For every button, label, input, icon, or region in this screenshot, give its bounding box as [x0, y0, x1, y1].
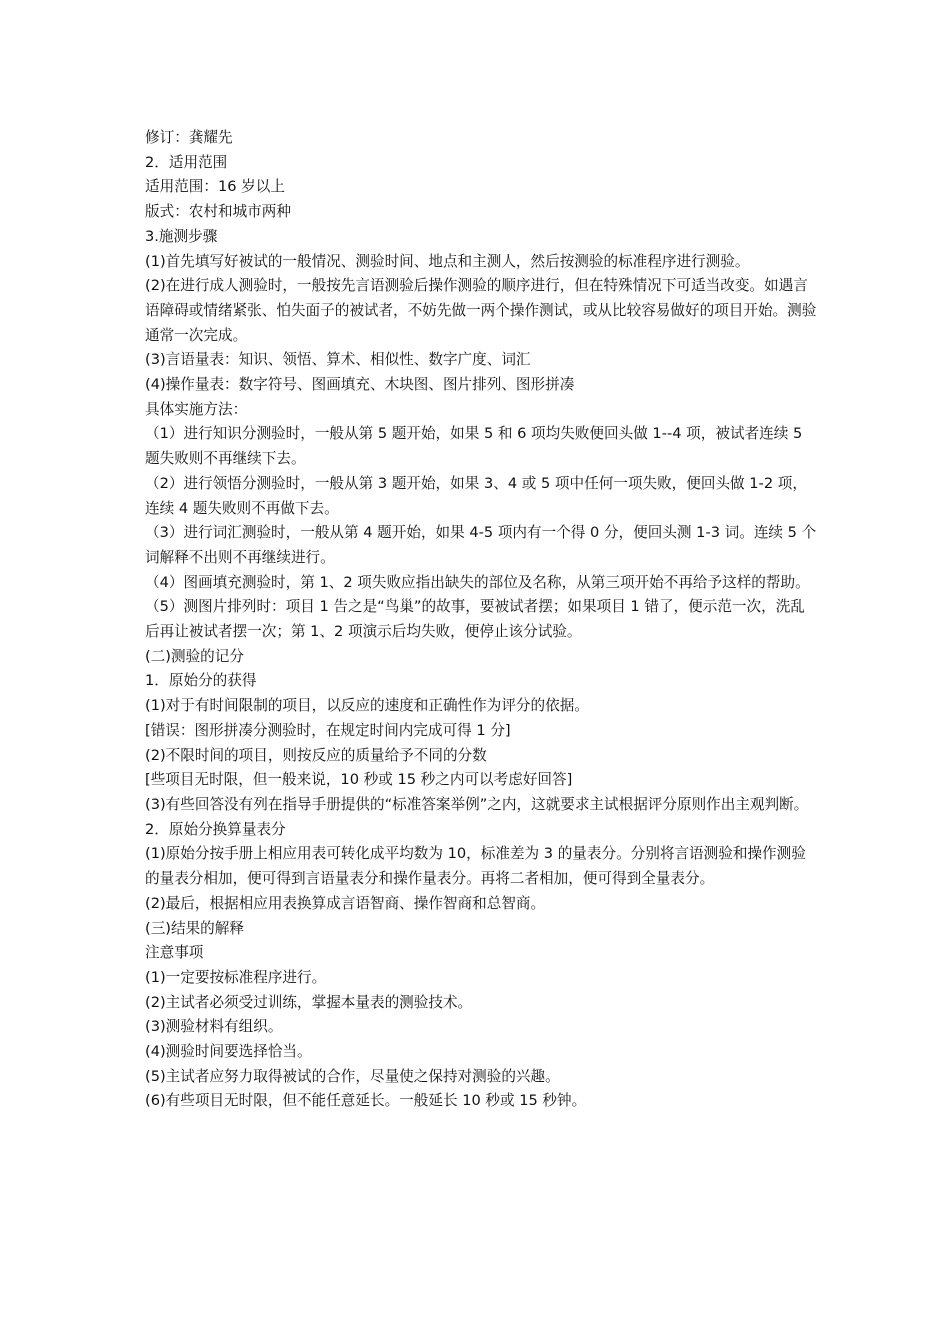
paragraph: （1）进行知识分测验时，一般从第 5 题开始，如果 5 和 6 项均失败便回头做 1--4 项，被试者连续 5 题失败则不再继续下去。	[145, 425, 803, 468]
document-body	[145, 126, 817, 1114]
paragraph: 2．适用范围	[145, 153, 228, 171]
list-item: (6)有些项目无时限，但不能任意延长。一般延长 10 秒或 15 秒钟。	[145, 1092, 587, 1110]
bracket-note: [错误：图形拼凑分测验时，在规定时间内完成可得 1 分]	[145, 721, 511, 739]
bracket-note: [些项目无时限，但一般来说，10 秒或 15 秒之内可以考虑好回答]	[145, 771, 573, 789]
paragraph: (4)操作量表：数字符号、图画填充、木块图、图片排列、图形拼凑	[145, 376, 575, 394]
paragraph: （2）进行领悟分测验时，一般从第 3 题开始，如果 3、4 或 5 项中任何一项失败，便回头做 1-2 项，连续 4 题失败则不再做下去。	[145, 474, 807, 517]
list-item: (1)一定要按标准程序进行。	[145, 968, 327, 986]
paragraph: (2)不限时间的项目，则按反应的质量给予不同的分数	[145, 746, 487, 764]
list-item: (2)主试者必须受过训练，掌握本量表的测验技术。	[145, 993, 473, 1011]
section-heading: (二)测验的记分	[145, 647, 244, 665]
paragraph: (3)言语量表：知识、领悟、算术、相似性、数字广度、词汇	[145, 351, 531, 369]
paragraph: 修订：龚耀先	[145, 129, 233, 146]
paragraph: (2)最后，根据相应用表换算成言语智商、操作智商和总智商。	[145, 894, 546, 912]
section-heading: (三)结果的解释	[145, 919, 244, 937]
paragraph: (3)有些回答没有列在指导手册提供的“标准答案举例”之内，这就要求主试根据评分原则作出主观判断。	[145, 795, 809, 813]
subsection-heading: 2．原始分换算量表分	[145, 820, 286, 838]
paragraph: （3）进行词汇测验时，一般从第 4 题开始，如果 4-5 项内有一个得 0 分，便回头测 1-3 词。连续 5 个词解释不出则不再继续进行。	[145, 524, 817, 566]
paragraph: （5）测图片排列时：项目 1 告之是“鸟巢”的故事，要被试者摆；如果项目 1 错了，便示范一次，洗乱后再让被试者摆一次；第 1、2 项演示后均失败，便停止该分试验。	[145, 598, 805, 641]
paragraph: 版式：农村和城市两种	[145, 203, 291, 221]
paragraph: (1)首先填写好被试的一般情况、测验时间、地点和主测人，然后按测验的标准程序进行测验。	[145, 252, 750, 270]
paragraph: （4）图画填充测验时，第 1、2 项失败应指出缺失的部位及名称，从第三项开始不再给予这样的帮助。	[145, 573, 810, 591]
list-item: (4)测验时间要选择恰当。	[145, 1043, 312, 1061]
paragraph: (1)对于有时间限制的项目，以反应的速度和正确性作为评分的依据。	[145, 697, 589, 715]
paragraph: 3.施测步骤	[145, 227, 218, 245]
list-item: (5)主试者应努力取得被试的合作，尽量使之保持对测验的兴趣。	[145, 1067, 560, 1085]
paragraph: 具体实施方法：	[145, 400, 248, 418]
subsection-heading: 注意事项	[145, 944, 204, 962]
list-item: (3)测验材料有组织。	[145, 1018, 283, 1036]
subsection-heading: 1．原始分的获得	[145, 672, 257, 690]
paragraph: (1)原始分按手册上相应用表可转化成平均数为 10，标准差为 3 的量表分。分别将言语测验和操作测验的量表分相加，便可得到言语量表分和操作量表分。再将二者相加，便可得到全量表分。	[145, 845, 806, 888]
paragraph: (2)在进行成人测验时，一般按先言语测验后操作测验的顺序进行，但在特殊情况下可适当改变。如遇言语障碍或情绪紧张、怕失面子的被试者，不妨先做一两个操作测试，或从比较容易做好的项目开始。测验通常一次完成。	[145, 277, 817, 344]
paragraph: 适用范围：16 岁以上	[145, 178, 285, 196]
